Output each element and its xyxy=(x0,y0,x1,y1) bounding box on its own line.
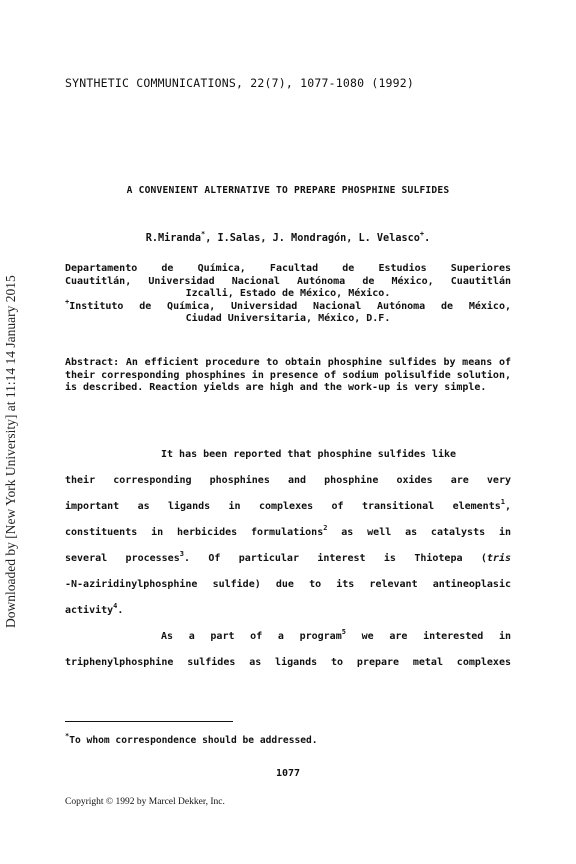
body-text-run: . Of particular interest is Thiotepa ( xyxy=(183,553,487,564)
abstract xyxy=(65,357,511,395)
body-line xyxy=(65,624,511,650)
correspondence-mark: * xyxy=(200,230,206,238)
author-names: , I.Salas, J. Mondragón, L. Velasco xyxy=(205,233,420,244)
body-line: their corresponding phosphines and phosphine oxides are very xyxy=(65,475,511,486)
body-line: -N-aziridinylphosphine sulfide) due to its relevant antineoplasic xyxy=(65,579,511,590)
reference-mark: 4 xyxy=(113,602,118,610)
body-text-run: as well as catalysts in xyxy=(327,527,511,538)
body-text-run: we are interested in xyxy=(345,631,512,642)
body-text xyxy=(65,442,511,676)
affiliations xyxy=(65,263,511,326)
abstract-label: Abstract: xyxy=(65,357,120,368)
copyright-notice: Copyright © 1992 by Marcel Dekker, Inc. xyxy=(65,797,225,807)
body-text-run: activity xyxy=(65,605,114,616)
body-line xyxy=(65,494,511,520)
abstract-text: An efficient procedure to obtain phosphine sulfides by means of their corresponding phosphines in presence of sodium polisulfide solution, is described. Reaction yields are high and the work-up is very simple. xyxy=(65,357,511,394)
affiliation-line: Izcalli, Estado de México, México. xyxy=(185,288,391,300)
body-line xyxy=(65,546,511,572)
journal-header: SYNTHETIC COMMUNICATIONS, 22(7), 1077-1080 (1992) xyxy=(65,76,415,90)
affiliation-line: Departamento de Química, Facultad de Estudios Superiores xyxy=(65,263,511,274)
reference-mark: 2 xyxy=(323,524,328,532)
body-text-run: As a part of a program xyxy=(161,631,342,642)
footnote xyxy=(65,732,318,746)
body-line xyxy=(65,598,511,624)
body-text-run: . xyxy=(117,605,124,616)
author-list xyxy=(0,230,576,244)
affiliation-mark: + xyxy=(65,297,70,306)
body-line: It has been reported that phosphine sulfides like xyxy=(161,449,457,460)
affiliation-line: Cuautitlán, Universidad Nacional Autónoma de México, Cuautitlán xyxy=(65,275,511,287)
body-text-run: several processes xyxy=(65,553,180,564)
author-name: R.Miranda xyxy=(145,233,201,244)
article-title: A CONVENIENT ALTERNATIVE TO PREPARE PHOSPHINE SULFIDES xyxy=(126,185,450,196)
body-text-run: constituents in herbicides formulations xyxy=(65,527,324,538)
footnote-text: To whom correspondence should be addressed. xyxy=(69,735,318,746)
body-line: triphenylphosphine sulfides as ligands to prepare metal complexes xyxy=(65,657,511,668)
reference-mark: 3 xyxy=(179,550,184,558)
footnote-mark: * xyxy=(65,732,70,740)
affiliation-line: Instituto de Química, Universidad Nacional Autónoma de México, xyxy=(69,300,511,312)
italic-term: tris xyxy=(486,553,511,564)
footnote-divider xyxy=(65,721,233,722)
body-line xyxy=(65,520,511,546)
affiliation-line: Ciudad Universitaria, México, D.F. xyxy=(185,313,391,325)
affiliation-mark: + xyxy=(419,230,425,238)
reference-mark: 1 xyxy=(500,498,505,506)
page-number: 1077 xyxy=(275,768,301,779)
reference-mark: 5 xyxy=(341,628,346,636)
body-text-run: important as ligands in complexes of transitional elements xyxy=(65,501,501,512)
body-text-run: , xyxy=(504,501,511,512)
download-watermark: Downloaded by [New York University] at 11:14 14 January 2015 xyxy=(3,275,18,628)
author-end: . xyxy=(424,233,431,244)
